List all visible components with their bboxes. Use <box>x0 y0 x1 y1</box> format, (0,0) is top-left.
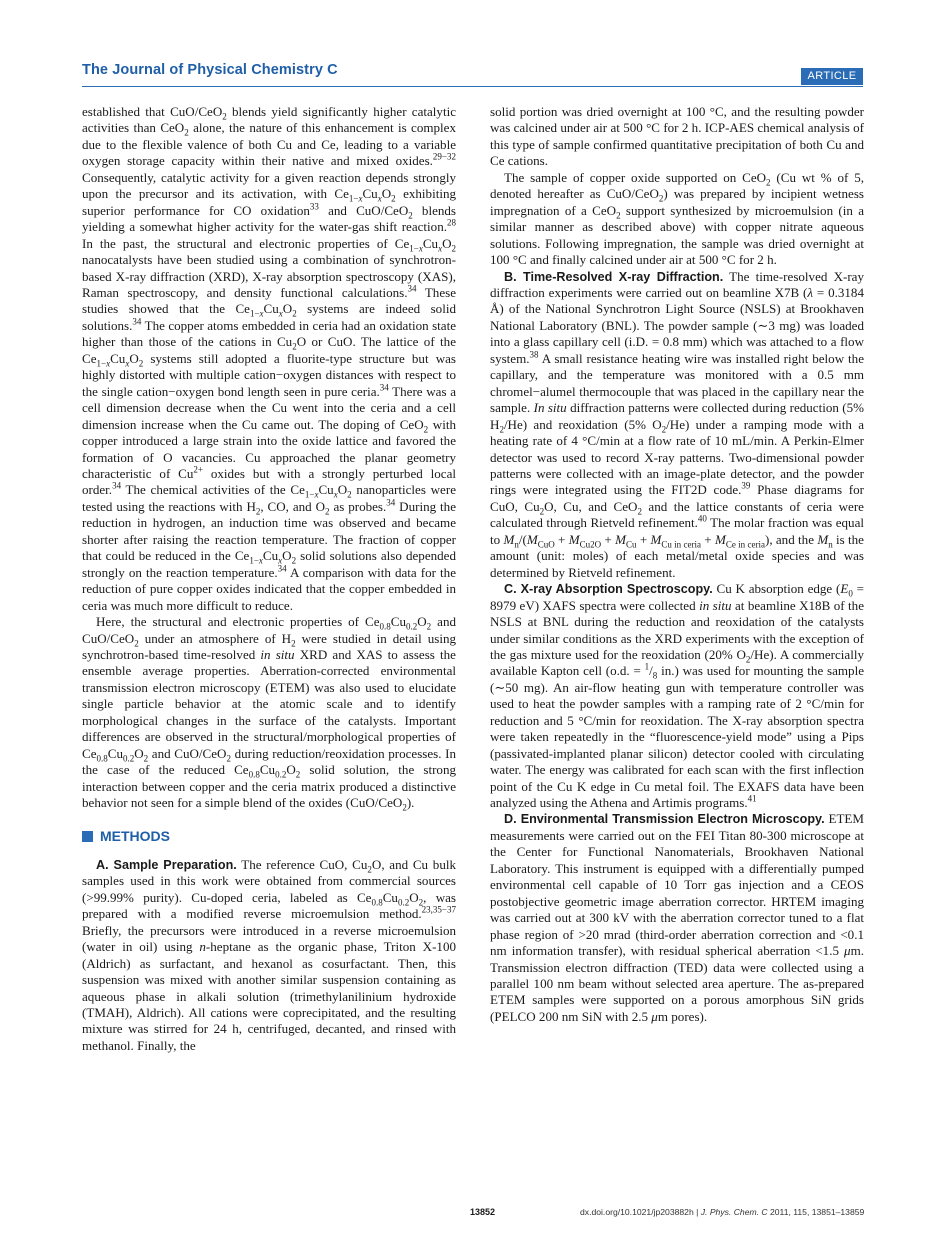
paragraph-here: Here, the structural and electronic properties of $Ce_{0.8}Cu_{0.2}O_2$ and CuO/CeO$_2$ under an atmosphere of $H_2$ were studied in detail using synchrotron-based time-resolved in situ XRD and XAS to assess the ensemble average properties. Aberration-corrected environmental transmission electron microscopy (ETEM) was also used to elucidate single particle behavior at the atomic scale and to identify morphological changes in the surface of the catalysts. Important differences are observed in the structural/morphological properties of $Ce_{0.8}Cu_{0.2}O_2$ and CuO/CeO$_2$ during reduction/reoxidation processes. In the case of the reduced $Ce_{0.8}Cu_{0.2}O_2$ solid solution, the strong interaction between copper and the ceria matrix produced a distinctive behavior not seen for a simple blend of the oxides (CuO/CeO$_2$). <box>82 614 456 813</box>
header-rule <box>82 86 863 87</box>
paragraph-sample-preparation: A. Sample Preparation. The reference CuO, $Cu_2O$, and Cu bulk samples used in this work were obtained from commercial sources (>99.99% purity). Cu-doped ceria, labeled as $Ce_{0.8}Cu_{0.2}O_2$, was prepared with a modified reverse microemulsion method.$^{23,35-37}$ Briefly, the precursors were introduced in a reverse microemulsion (water in oil) using n-heptane as the organic phase, Triton X-100 (Aldrich) as surfactant, and hexanol as cosurfactant. Then, this suspension was mixed with another similar suspension containing as aqueous phase in alkali solution (trimethylanilinium hydroxide (TMAH), Aldrich). All cations were coprecipitated, and the resulting mixture was stirred for 24 h, centrifuged, decanted, and rinsed with methanol. Finally, the <box>82 856 456 1053</box>
paragraph-etem: D. Environmental Transmission Electron Microscopy. ETEM measurements were carried out on the FEI Titan 80-300 microscope at the Center for Functional Nanomaterials, Brookhaven National Laboratory. This instrument is equipped with a differentially pumped environmental cell capable of 10 Torr gas injection and a CEOS postobjective geometric image aberration corrector. HRTEM imaging was carried out at 300 kV with the aberration corrector tuned to a flat phase region of >20 mrad (third-order aberration correction and <0.1 nm information transfer), with residual spherical aberration <1.5 μm. Transmission electron diffraction (TED) data were collected using a parallel 100 nm beam without selected area aperture. The as-prepared ETEM samples were supported on a porous amorphous SiN grids (PELCO 200 nm SiN with 2.5 μm pores). <box>490 811 864 1024</box>
paragraph-intro-continued: established that CuO/CeO$_2$ blends yield significantly higher catalytic activities than CeO$_2$ alone, the nature of this enhancement is complex due to the flexible valence of both Cu and Ce, leading to a variable oxygen storage capacity within their native and mixed oxides.$^{29-32}$ Consequently, catalytic activity for a given reaction depends strongly upon the precursor and its activation, with $Ce_{1-x}Cu_xO_2$ exhibiting superior performance for CO oxidation$^{33}$ and CuO/CeO$_2$ blends yielding a somewhat higher activity for the water-gas shift reaction.$^{28}$ In the past, the structural and electronic properties of $Ce_{1-x}Cu_xO_2$ nanocatalysts have been studied using a combination of synchrotron-based X-ray diffraction (XRD), X-ray absorption spectroscopy (XAS), Raman spectroscopy, and density functional calculations.$^{34}$ These studies showed that the $Ce_{1-x}Cu_xO_2$ systems are indeed solid solutions.$^{34}$ The copper atoms embedded in ceria had an oxidation state higher than those of the cations in $Cu_2O$ or CuO. The lattice of the $Ce_{1-x}Cu_xO_2$ systems still adopted a fluorite-type structure but was highly distorted with multiple cation−oxygen distances with respect to the single cation−oxygen bond length seen in pure ceria.$^{34}$ There was a cell dimension decrease when the Cu went into the ceria and a cell dimension increase when the Cu came out. The doping of CeO$_2$ with copper introduced a large strain into the oxide lattice and favored the formation of O vacancies. Cu approached the planar geometry characteristic of $Cu^{2+}$ oxides but with a strongly perturbed local order.$^{34}$ The chemical activities of the $Ce_{1-x}Cu_xO_2$ nanoparticles were tested using the reactions with $H_2$, CO, and $O_2$ as probes.$^{34}$ During the reduction in hydrogen, an induction time was observed and became shorter after raising the reaction temperature. The fraction of copper that could be reduced in the $Ce_{1-x}Cu_xO_2$ solid solutions also depended strongly on the reaction temperature.$^{34}$ A comparison with data for the reduction of pure copper oxides indicated that the copper embedded in ceria was much more difficult to reduce. <box>82 104 456 613</box>
article-badge: ARTICLE <box>801 68 863 85</box>
subheading-c: C. X-ray Absorption Spectroscopy. <box>504 582 713 597</box>
paragraph-copper-oxide-sample: The sample of copper oxide supported on CeO$_2$ (Cu wt % of 5, denoted hereafter as CuO/CeO$_2$) was prepared by incipient wetness impregnation of a CeO$_2$ support synthesized by microemulsion (in a similar manner as described above) with copper nitrate aqueous solutions. Following impregnation, the sample was dried overnight at 100 °C and finally calcined under air at 500 °C for 2 h. <box>490 169 864 268</box>
paragraph-xrd: B. Time-Resolved X-ray Diffraction. The time-resolved X-ray diffraction experiments were carried out on beamline X7B (λ = 0.3184 Å) of the National Synchrotron Light Source (NSLS) at Brookhaven National Laboratory (BNL). The powder sample (∼3 mg) was loaded into a glass capillary cell (i.D. = 0.8 mm) which was attached to a flow system.$^{38}$ A small resistance heating wire was installed right below the capillary, and the temperature was monitored with a 0.5 mm chromel−alumel thermocouple that was placed in the capillary near the sample. In situ diffraction patterns were collected during reduction (5% $H_2/He$) and reoxidation (5% $O_2/He$) under a ramping mode with a heating rate of 4 °C/min at a flow rate of 10 mL/min. A Perkin-Elmer detector was used to record X-ray patterns. Two-dimensional powder patterns were collected with an image-plate detector, and the powder rings were integrated using the FIT2D code.$^{39}$ Phase diagrams for CuO, $Cu_2O$, Cu, and CeO$_2$ and the lattice constants of ceria were calculated through Rietveld refinement.$^{40}$ The molar fraction was equal to $M_n/(M_{CuO} + M_{Cu2O} + M_{Cu} + M_{Cu in ceria} + M_{Ce in ceria})$, and the $M_n$ is the amount (unit: moles) of each metal/metal oxide species and was determined by Rietveld refinement. <box>490 268 865 580</box>
paragraph-solid-portion: solid portion was dried overnight at 100 °C, and the resulting powder was calcined under air at 500 °C for 2 h. ICP-AES chemical analysis of this type of sample confirmed quantitative precipitation of both Cu and Ce cations. <box>490 104 864 169</box>
doi-citation <box>580 1207 864 1217</box>
paragraph-xas: C. X-ray Absorption Spectroscopy. Cu K absorption edge ($E_0 = 8979$ eV) XAFS spectra were collected in situ at beamline X18B of the NSLS at BNL during the reduction and reoxidation of the catalysts under similar conditions as the XRD experiments with the exception of the gas mixture used for the reoxidation (20% $O_2/He$). A commercially available Kapton cell (o.d. = $^1/_8$ in.) was used for mounting the sample (∼50 mg). An air-flow heating gun with temperature controller was used to heat the powder samples with a ramping rate of 2 °C/min for reduction and 5 °C/min for reoxidation. The X-ray absorption spectra were taken repeatedly in the “fluorescence-yield mode” using a Pips (passivated-implanted planar silicon) detector cooled with circulating water. The energy was calibrated for each scan with the first inflection point of the Cu K edge in Cu metal foil. The EXAFS data have been analyzed using the Athena and Artimis programs.$^{41}$ <box>490 581 864 811</box>
subheading-a: A. Sample Preparation. <box>96 857 237 872</box>
left-column <box>82 104 456 1054</box>
right-column <box>490 104 864 1025</box>
page-number: 13852 <box>470 1207 496 1217</box>
subheading-b: B. Time-Resolved X-ray Diffraction. <box>504 269 724 284</box>
methods-heading: METHODS <box>82 828 456 844</box>
journal-abbrev: J. Phys. Chem. C <box>700 1207 768 1217</box>
section-square-icon <box>82 831 93 842</box>
journal-title: The Journal of Physical Chemistry C <box>82 62 338 78</box>
doi-link[interactable]: dx.doi.org/10.1021/jp203882h | <box>580 1207 699 1217</box>
citation-tail: 2011, 115, 13851–13859 <box>770 1207 865 1217</box>
subheading-d: D. Environmental Transmission Electron Microscopy. <box>504 812 825 827</box>
